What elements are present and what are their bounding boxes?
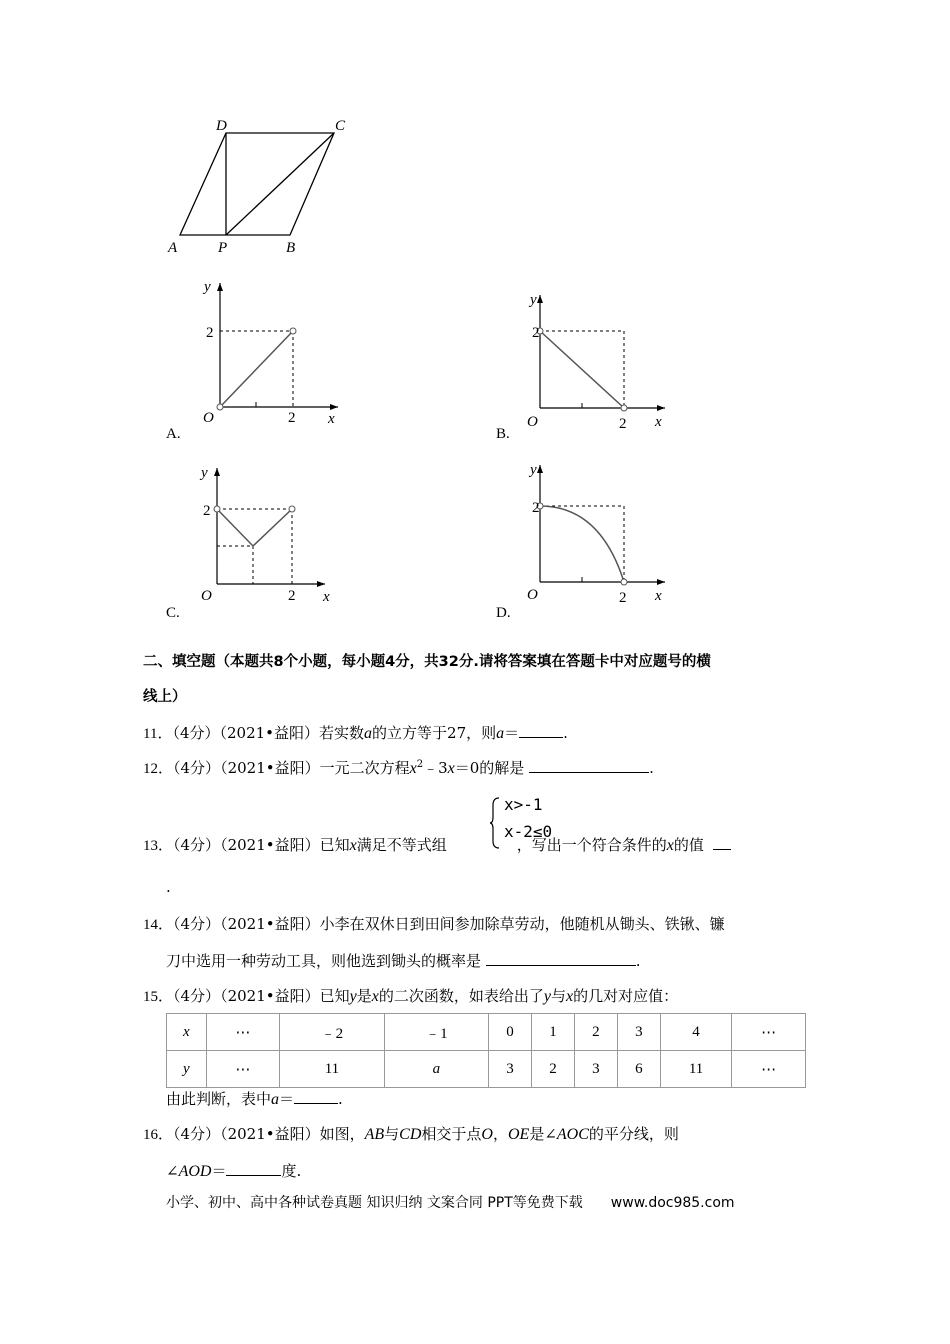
y-axis-label: y xyxy=(530,292,537,308)
value-table xyxy=(166,1013,806,1088)
variable: a xyxy=(364,725,373,742)
variable: x xyxy=(409,760,417,777)
table-cell: ⋯ xyxy=(206,1051,280,1088)
x-tick-2: 2 xyxy=(288,410,296,425)
table-cell: ﹣1 xyxy=(384,1014,488,1051)
footer-site-link[interactable]: www.doc985.com xyxy=(610,1195,735,1211)
question-text: 的二次函数，如表给出了 xyxy=(378,987,544,1005)
table-cell: 2 xyxy=(531,1051,574,1088)
question-score: （4分） xyxy=(172,724,220,742)
variable: x xyxy=(666,837,674,854)
section-heading-line2: 线上） xyxy=(143,689,187,705)
y-tick-2: 2 xyxy=(532,500,540,516)
table-cell: 3 xyxy=(489,1051,532,1088)
question-text: 已知 xyxy=(319,836,350,854)
answer-blank[interactable] xyxy=(486,949,636,966)
question-score: （4分） xyxy=(173,1125,221,1143)
question-text: 如图， xyxy=(319,1125,365,1143)
question-number: 16． xyxy=(143,1127,174,1143)
option-a-label: A. xyxy=(166,426,181,442)
table-cell: ⋯ xyxy=(732,1014,806,1051)
question-text: 满足不等式组 xyxy=(356,836,447,854)
section-heading-line1: 二、填空题（本题共8个小题，每小题4分，共32分.请将答案填在答题卡中对应题号的横 xyxy=(143,654,711,670)
question-text: 已知 xyxy=(319,987,350,1005)
option-d-label: D. xyxy=(496,605,511,621)
question-score: （4分） xyxy=(173,759,221,777)
variable: x xyxy=(349,837,357,854)
question-16-cont xyxy=(166,1159,301,1181)
question-text: 的几对对应值： xyxy=(573,987,679,1005)
y-tick-2: 2 xyxy=(203,503,211,519)
table-row xyxy=(167,1014,806,1051)
question-number: 15． xyxy=(143,989,174,1005)
question-12 xyxy=(143,756,654,778)
parallelogram-figure xyxy=(160,110,370,260)
x-tick-2: 2 xyxy=(619,590,627,605)
question-text: 是∠ xyxy=(529,1125,557,1143)
footer-text: 小学、初中、高中各种试卷真题 知识归纳 文案合同 PPT等免费下载 xyxy=(166,1195,583,1211)
question-text: ， xyxy=(492,1125,508,1143)
question-number: 12． xyxy=(143,761,174,777)
x-axis-label: x xyxy=(328,411,335,425)
question-number: 13． xyxy=(143,838,174,854)
table-cell: y xyxy=(167,1051,207,1088)
question-text: ∠ xyxy=(166,1162,179,1180)
variable: y xyxy=(543,988,551,1005)
exponent: 2 xyxy=(416,759,424,770)
y-tick-2: 2 xyxy=(532,325,540,341)
question-text: 的立方等于27，则 xyxy=(372,724,497,742)
question-text: ﹣3 xyxy=(423,759,448,777)
variable: AB xyxy=(364,1126,385,1143)
table-cell: ⋯ xyxy=(732,1051,806,1088)
point-label-p: P xyxy=(218,240,228,256)
graph-d xyxy=(520,460,690,605)
inequality-2: x-2≤0 xyxy=(504,822,553,841)
question-13-end xyxy=(166,878,171,896)
question-source: （2021•益阳） xyxy=(220,915,320,933)
origin-label: O xyxy=(527,587,538,603)
origin-label: O xyxy=(201,588,212,604)
question-text: 的平分线，则 xyxy=(588,1125,679,1143)
question-number: 11． xyxy=(143,726,173,742)
question-14 xyxy=(143,913,725,934)
question-text: ＝ xyxy=(279,1090,295,1108)
question-score: （4分） xyxy=(173,987,221,1005)
question-text: ＝0的解是 xyxy=(454,759,525,777)
question-score: （4分） xyxy=(173,836,221,854)
question-15 xyxy=(143,985,678,1006)
table-cell: 3 xyxy=(574,1051,617,1088)
question-text: 是 xyxy=(356,987,372,1005)
table-cell: 1 xyxy=(531,1014,574,1051)
table-cell: ⋯ xyxy=(206,1014,280,1051)
x-tick-2: 2 xyxy=(288,588,296,604)
table-cell: 11 xyxy=(280,1051,384,1088)
question-source: （2021•益阳） xyxy=(220,987,320,1005)
question-text: 度. xyxy=(281,1162,302,1180)
inequality-1: x>-1 xyxy=(504,795,543,814)
question-end: . xyxy=(166,878,171,896)
question-end: . xyxy=(649,759,654,777)
point-label-c: C xyxy=(335,118,346,134)
page-footer xyxy=(166,1192,735,1212)
variable: AOD xyxy=(178,1163,212,1180)
question-end: . xyxy=(563,724,568,742)
table-cell: a xyxy=(384,1051,488,1088)
question-15-cont xyxy=(166,1087,343,1109)
table-cell: 0 xyxy=(489,1014,532,1051)
answer-blank[interactable] xyxy=(529,756,649,773)
table-cell: 4 xyxy=(660,1014,731,1051)
question-text: ，写出一个符合条件的 xyxy=(516,836,667,854)
section-heading xyxy=(143,650,711,671)
y-tick-2: 2 xyxy=(206,325,214,341)
question-text: 与 xyxy=(384,1125,400,1143)
point-label-b: B xyxy=(286,240,296,256)
question-13 xyxy=(143,833,731,855)
variable: y xyxy=(349,988,357,1005)
variable: a xyxy=(271,1091,280,1108)
question-number: 14． xyxy=(143,917,174,933)
answer-blank[interactable] xyxy=(713,833,731,850)
variable: OE xyxy=(508,1126,530,1143)
question-text: 刀中选用一种劳动工具，则他选到锄头的概率是 xyxy=(166,952,482,970)
question-text: 由此判断，表中 xyxy=(166,1090,272,1108)
question-11 xyxy=(143,721,568,743)
table-row xyxy=(167,1051,806,1088)
question-16 xyxy=(143,1123,679,1144)
table-cell: 11 xyxy=(660,1051,731,1088)
point-label-a: A xyxy=(168,240,178,256)
question-source: （2021•益阳） xyxy=(220,836,320,854)
y-axis-label: y xyxy=(204,279,211,295)
graph-a xyxy=(190,275,360,425)
answer-blank[interactable] xyxy=(294,1087,338,1104)
graph-c xyxy=(195,460,355,605)
x-axis-label: x xyxy=(655,588,662,604)
question-text: 与 xyxy=(550,987,566,1005)
question-end: . xyxy=(635,952,641,970)
question-source: （2021•益阳） xyxy=(220,1125,320,1143)
question-source: （2021•益阳） xyxy=(219,724,320,742)
question-text: ＝ xyxy=(504,724,520,742)
question-source: （2021•益阳） xyxy=(220,759,320,777)
variable: x xyxy=(565,988,574,1005)
table-cell: 6 xyxy=(617,1051,660,1088)
table-cell: 3 xyxy=(617,1014,660,1051)
origin-label: O xyxy=(527,414,538,430)
table-cell: x xyxy=(167,1014,207,1051)
option-b-label: B. xyxy=(496,426,510,442)
answer-blank[interactable] xyxy=(226,1159,281,1176)
question-score: （4分） xyxy=(173,915,221,933)
question-text: 相交于点 xyxy=(421,1125,482,1143)
graph-b xyxy=(520,290,690,435)
question-text: 若实数 xyxy=(319,724,365,742)
x-axis-label: x xyxy=(323,589,330,605)
option-c-label: C. xyxy=(166,605,180,621)
question-14-cont xyxy=(166,949,641,971)
question-text: 小李在双休日到田间参加除草劳动，他随机从锄头、铁锹、镰 xyxy=(319,915,725,933)
variable: O xyxy=(481,1126,493,1143)
origin-label: O xyxy=(203,410,214,425)
table-cell: 2 xyxy=(574,1014,617,1051)
variable: x xyxy=(371,988,379,1005)
x-tick-2: 2 xyxy=(619,416,627,432)
x-axis-label: x xyxy=(655,414,662,430)
question-end: . xyxy=(338,1090,343,1108)
y-axis-label: y xyxy=(530,462,537,478)
answer-blank[interactable] xyxy=(519,721,563,738)
question-text: ＝ xyxy=(211,1162,227,1180)
variable: a xyxy=(496,725,505,742)
question-text: 的值 xyxy=(673,836,704,854)
section-heading-cont xyxy=(143,685,187,706)
variable: CD xyxy=(399,1126,422,1143)
y-axis-label: y xyxy=(201,465,208,481)
variable: x xyxy=(447,760,455,777)
variable: AOC xyxy=(556,1126,589,1143)
point-label-d: D xyxy=(216,118,227,134)
table-cell: ﹣2 xyxy=(280,1014,384,1051)
question-text: 一元二次方程 xyxy=(319,759,410,777)
